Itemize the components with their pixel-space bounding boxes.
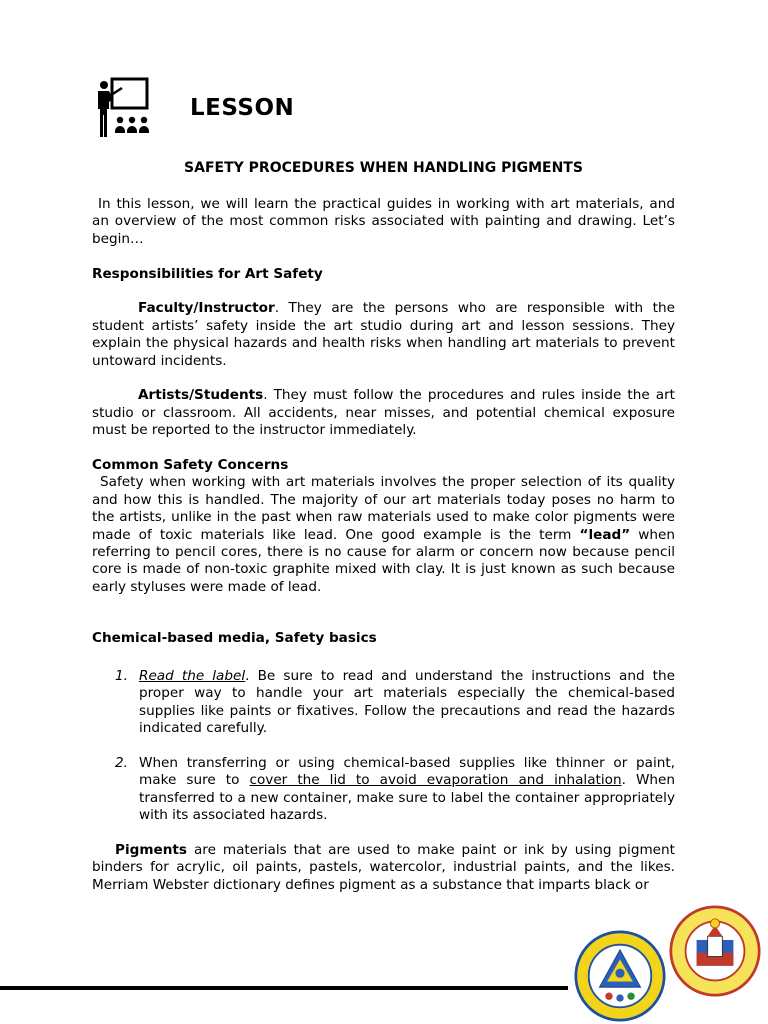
underlined-instruction: cover the lid to avoid evaporation and inhalation xyxy=(249,772,622,789)
pigments-term: Pigments xyxy=(115,841,188,858)
page-title: SAFETY PROCEDURES WHEN HANDLING PIGMENTS xyxy=(184,160,583,176)
division-seal-logo xyxy=(574,930,666,1022)
list-item: 1. Read the label. Be sure to read and understand the instructions and the proper way to handle your art materials especially the chemical-based supplies like paints or fixatives. Follow the precautions and read the hazards indicated carefully. xyxy=(115,667,675,736)
footer-divider xyxy=(0,986,568,990)
faculty-paragraph xyxy=(92,300,675,370)
city-seal-logo xyxy=(669,905,761,997)
concerns-heading: Common Safety Concerns xyxy=(92,457,289,474)
pigments-text: are materials that are used to make paint or ink by using pigment binders for acrylic, oil paints, pastels, watercolor, industrial paints, and the likes. Merriam Webster dictionary defines pigment as a substance that imparts black or xyxy=(92,841,675,893)
teacher-board-icon xyxy=(94,76,158,140)
students-text: . They must follow the procedures and rules inside the art studio or classroom. All accidents, near misses, and potential chemical exposure must be reported to the instructor immediately. xyxy=(92,387,675,439)
faculty-text: . They are the persons who are responsible with the student artists’ safety inside the art studio during art and lesson sessions. They explain the physical hazards and health risks when handling art materials to prevent untoward incidents. xyxy=(92,300,675,369)
read-label-link: Read the label xyxy=(139,667,246,684)
students-paragraph xyxy=(92,387,675,439)
safety-list xyxy=(92,668,675,825)
lesson-body xyxy=(92,196,675,894)
faculty-term: Faculty/Instructor xyxy=(138,300,275,317)
pigments-paragraph xyxy=(92,842,675,894)
concerns-text-after: when referring to pencil cores, there is no cause for alarm or concern now because pencil core is made of non-toxic graphite mixed with clay. It is just known as such because early styluses were made of lead. xyxy=(92,526,675,595)
list-item: 2. When transferring or using chemical-based supplies like thinner or paint, make sure to cover the lid to avoid evaporation and inhalation. When transferred to a new container, make sure to label the container appropriately with its associated hazards. xyxy=(115,754,675,823)
concerns-paragraph xyxy=(92,474,675,596)
students-term: Artists/Students xyxy=(138,387,264,404)
concerns-text-before: Safety when working with art materials involves the proper selection of its quality and how this is handled. The majority of our art materials today poses no harm to the artists, unlike in the past when raw materials used to make color pigments were made of toxic materials like lead. One good example is the term xyxy=(92,474,675,543)
responsibilities-heading: Responsibilities for Art Safety xyxy=(92,265,323,282)
lead-term: “lead” xyxy=(579,526,631,543)
lesson-heading: LESSON xyxy=(190,95,295,121)
intro-paragraph: In this lesson, we will learn the practical guides in working with art materials, and an overview of the most common risks associated with painting and drawing. Let’s begin… xyxy=(92,196,675,247)
chemical-heading: Chemical-based media, Safety basics xyxy=(92,630,377,647)
